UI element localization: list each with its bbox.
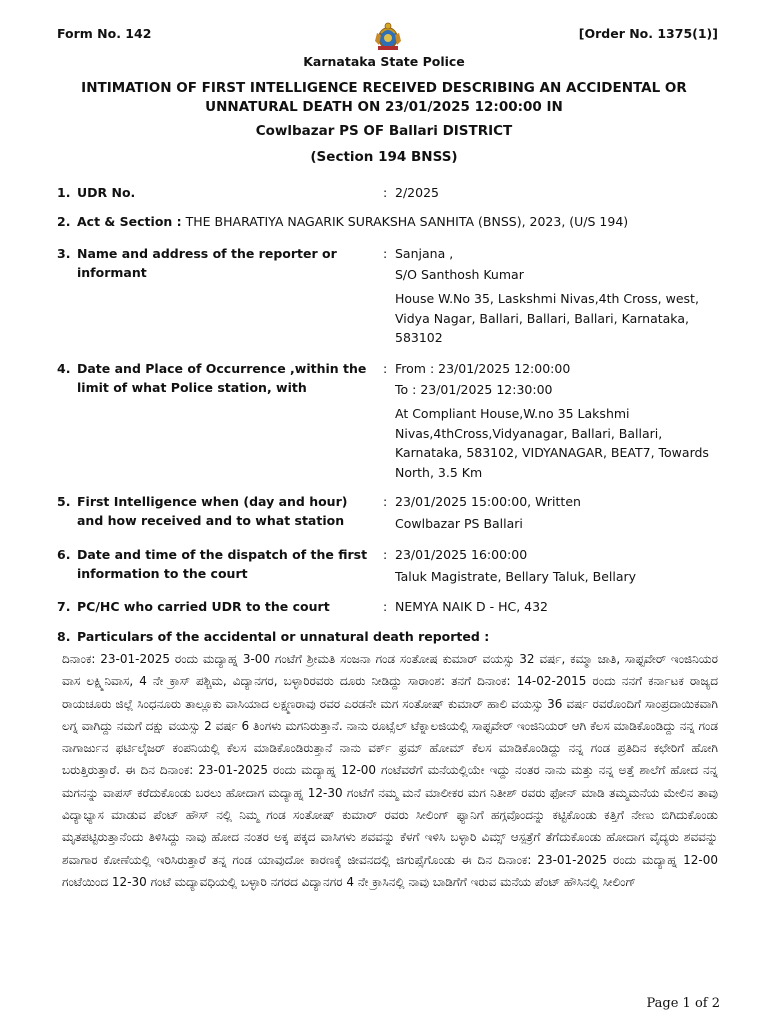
item-number-5: 5.: [57, 494, 71, 509]
order-number: [Order No. 1375(1)]: [578, 26, 718, 41]
item-number-1: 1.: [57, 185, 71, 200]
document-title: INTIMATION OF FIRST INTELLIGENCE RECEIVED DESCRIBING AN ACCIDENTAL OR UNNATURAL DEATH ON 23/01/2025 12:00:00 IN: [81, 80, 687, 115]
dispatch-label: Date and time of the dispatch of the first information to the court: [77, 547, 368, 581]
particulars-label: Particulars of the accidental or unnatural death reported :: [77, 629, 490, 644]
dispatch-court: Taluk Magistrate, Bellary Taluk, Bellary: [395, 569, 637, 584]
colon: :: [383, 547, 388, 562]
colon: :: [383, 599, 388, 614]
dispatch-when: 23/01/2025 16:00:00: [395, 547, 528, 562]
particulars-text: ದಿನಾಂಕ: 23-01-2025 ರಂದು ಮದ್ಯಾಹ್ನ 3-00 ಗಂಟೆಗೆ ಶ್ರೀಮತಿ ಸಂಜನಾ ಗಂಡ ಸಂತೋಷ ಕುಮಾರ್ ವಯಸ್ಸು 32 ವರ್ಷ, ಕಮ್ಮಾ ಜಾತಿ, ಸಾಫ್ಟವೇರ್ ಇಂಜಿನಿಯರ ವಾಸ ಲಕ್ಷ್ಮಿನಿವಾಸ, 4 ನೇ ಕ್ರಾಸ್ ಪಶ್ಚಿಮ, ವಿದ್ಯಾನಗರ, ಬಳ್ಳಾರಿರವರು ದೂರು ನೀಡಿದ್ದು ಸಾರಾಂಶ: ತನಗೆ ದಿನಾಂಕ: 14-02-2015 ರಂದು ನನಗೆ ಕರ್ನಾಟಕ ರಾಜ್ಯದ ರಾಯಚೂರು ಜಿಲ್ಲೆ ಸಿಂಧನೂರು ತಾಲ್ಲೂಕು ವಾಸಿಯಾದ ಲಕ್ಷ್ಮಣರಾವು ರವರ ಎರಡನೇ ಮಗ ಸಂತೋಷ್ ಕುಮಾರ್ ಹಾಲಿ ವಯಸ್ಸು 36 ವರ್ಷ ರವರೊಂದಿಗೆ ಸಾಂಪ್ರದಾಯಿಕವಾಗಿ ಲಗ್ನ ವಾಗಿದ್ದು ನಮಗೆ ದಕ್ಷು ವಯಸ್ಸು 2 ವರ್ಷ 6 ತಿಂಗಳು ಮಗನಿರುತ್ತಾನೆ. ನಾನು ರೂಟ್ಸೆಲ್ ಟೆಕ್ನಾಲಜಿಯಲ್ಲಿ ಸಾಫ್ಟವೇರ್ ಇಂಜಿನಿಯರ್ ಆಗಿ ಕೆಲಸ ಮಾಡಿಕೊಂಡಿದ್ದು ನನ್ನ ಗಂಡ ನಾಗಾರ್ಜುನ ಫರ್ಟಿಲೈಜರ್ ಕಂಪನಿಯಲ್ಲಿ ಕೆಲಸ ಮಾಡಿಕೊಂಡಿರುತ್ತಾನೆ ನಾನು ವರ್ಕ್ ಫ್ರಮ್ ಹೋಮ್ ಕೆಲಸ ಮಾಡಿಕೊಂಡಿದ್ದು ನನ್ನ ಗಂಡ ಪ್ರತಿದಿನ ಕಛೇರಿಗೆ ಹೋಗಿ ಬರುತ್ತಿರುತ್ತಾರೆ. ಈ ದಿನ ದಿನಾಂಕ: 23-01-2025 ರಂದು ಮದ್ಯಾಹ್ನ 12-00 ಗಂಟೆವರೆಗೆ ಮನೆಯಲ್ಲಿಯೇ ಇದ್ದು ನಂತರ ನಾನು ಮತ್ತು ನನ್ನ ಅತ್ತೆ ಶಾಲೆಗೆ ಹೋದ ನನ್ನ ಮಗನನ್ನು ವಾಪಸ್ ಕರೆದುಕೊಂಡು ಬರಲು ಹೋದಾಗ ಮದ್ಯಾಹ್ನ 12-30 ಗಂಟೆಗೆ ನಮ್ಮ ಮನೆ ಮಾಲೀಕರ ಮಗ ನಿತೀಶ್ ರವರು ಫೋನ್ ಮಾಡಿ ತಮ್ಮಮನೆಯ ಮೇಲಿನ ತಾವು ವಿದ್ಯಾಭ್ಯಾಸ ಮಾಡುವ ಪೆಂಟ್ ಹೌಸ್ ನಲ್ಲಿ ನಿಮ್ಮ ಗಂಡ ಸಂತೋಷ್ ಕುಮಾರ್ ರವರು ಸೀಲಿಂಗ್ ಫ್ಯಾನಿಗೆ ಹಗ್ಗವೊಂದನ್ನು ಕಟ್ಟಿಕೊಂಡು ಕತ್ತಿಗೆ ನೇಣು ಬಿಗಿದುಕೊಂಡು ಮೃತಪಟ್ಟಿರುತ್ತಾನೆಂದು ತಿಳಿಸಿದ್ದು ನಾವು ಹೋದ ನಂತರ ಅಕ್ಕ ಪಕ್ಕದ ವಾಸಿಗಳು ಶವವನ್ನು ಕೆಳಗೆ ಇಳಿಸಿ ಬಳ್ಳಾರಿ ವಿಮ್ಸ್ ಆಸ್ಪತ್ರೆಗೆ ತೆಗೆದುಕೊಂಡು ಹೋದಾಗ ವೈದ್ಯರು ಶವವನ್ನು ಶವಾಗಾರ ಕೋಣೆಯಲ್ಲಿ ಇರಿಸಿರುತ್ತಾರೆ ತನ್ನ ಗಂಡ ಯಾವುದೋ ಕಾರಣಕ್ಕೆ ಜೀವನದಲ್ಲಿ ಜಿಗುಪ್ಸೆಗೊಂಡು ಈ ದಿನ ದಿನಾಂಕ: 23-01-2025 ರಂದು ಮದ್ಯಾಹ್ನ 12-00 ಗಂಟೆಯಿಂದ 12-30 ಗಂಟೆ ಮದ್ಯಾವಧಿಯಲ್ಲಿ ಬಳ್ಳಾರಿ ನಗರದ ವಿದ್ಯಾನಗರ 4 ನೇ ಕ್ರಾಸಿನಲ್ಲಿ ನಾವು ಬಾಡಿಗೆಗೆ ಇರುವ ಮನೆಯ ಪೆಂಟ್ ಹೌಸಿನಲ್ಲಿ ಸೀಲಿಂಗ್: [62, 652, 718, 889]
page-number: Page 1 of 2: [646, 996, 720, 1011]
first-intelligence-label: First Intelligence when (day and hour) and how received and to what station: [77, 494, 348, 528]
reporter-address: House W.No 35, Laskshmi Nivas,4th Cross, west, Vidya Nagar, Ballari, Ballari, Ballari, Karnataka, 583102: [395, 291, 699, 345]
police-station-heading: Cowlbazar PS OF Ballari DISTRICT: [255, 123, 513, 139]
section-heading: (Section 194 BNSS): [310, 149, 458, 165]
udr-label: UDR No.: [77, 185, 136, 200]
udr-value: 2/2025: [395, 185, 439, 200]
reporter-label: Name and address of the reporter or informant: [77, 246, 337, 280]
item-number-8: 8.: [57, 629, 71, 644]
agency-name: Karnataka State Police: [303, 54, 465, 69]
act-section-value: THE BHARATIYA NAGARIK SURAKSHA SANHITA (BNSS), 2023, (U/S 194): [185, 214, 629, 229]
item-number-4: 4.: [57, 361, 71, 376]
carrier-value: NEMYA NAIK D - HC, 432: [395, 599, 548, 614]
reporter-name: Sanjana ,: [395, 246, 454, 261]
carrier-label: PC/HC who carried UDR to the court: [77, 599, 330, 614]
item-number-3: 3.: [57, 246, 71, 261]
colon: :: [383, 246, 388, 261]
occurrence-place: At Compliant House,W.no 35 Lakshmi Nivas,4thCross,Vidyanagar, Ballari, Ballari, Karnataka, 583102, VIDYANAGAR, BEAT7, Towards North, 3.5 Km: [395, 406, 709, 480]
state-emblem-icon: [372, 21, 404, 51]
colon: :: [383, 494, 388, 509]
act-section-row: [77, 214, 628, 229]
item-number-6: 6.: [57, 547, 71, 562]
occurrence-label: Date and Place of Occurrence ,within the limit of what Police station, with: [77, 361, 367, 395]
first-intelligence-station: Cowlbazar PS Ballari: [395, 516, 523, 531]
occurrence-from: From : 23/01/2025 12:00:00: [395, 361, 571, 376]
act-section-label: Act & Section :: [77, 214, 182, 229]
item-number-2: 2.: [57, 214, 71, 229]
form-number: Form No. 142: [57, 26, 152, 41]
colon: :: [383, 361, 388, 376]
item-number-7: 7.: [57, 599, 71, 614]
colon: :: [383, 185, 388, 200]
occurrence-to: To : 23/01/2025 12:30:00: [395, 382, 553, 397]
reporter-relation: S/O Santhosh Kumar: [395, 267, 524, 282]
first-intelligence-when: 23/01/2025 15:00:00, Written: [395, 494, 581, 509]
